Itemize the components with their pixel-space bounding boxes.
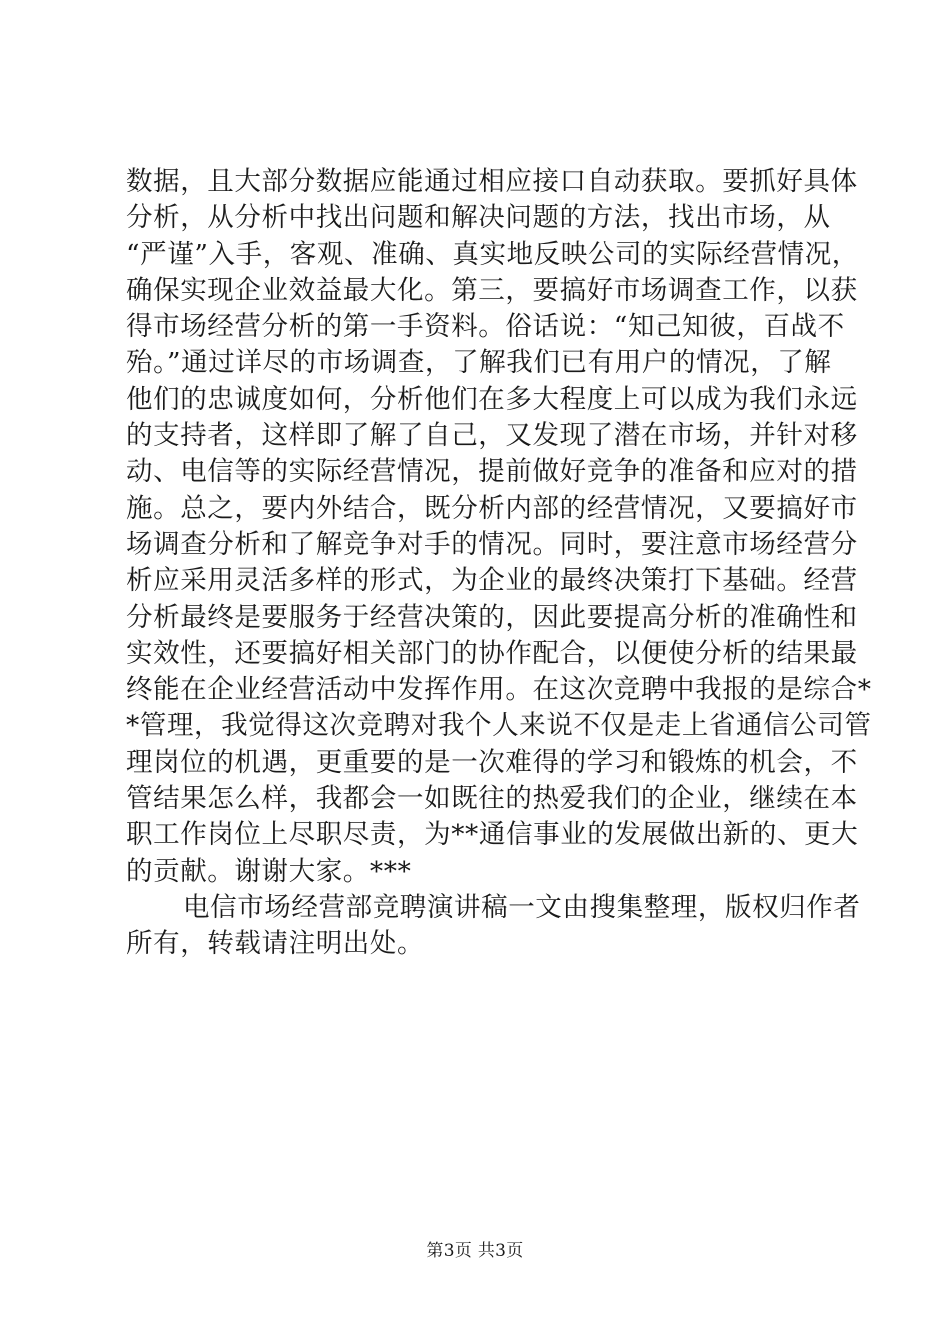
text-line: 析应采用灵活多样的形式，为企业的最终决策打下基础。经营 [126, 565, 858, 597]
body-text [126, 164, 872, 963]
text-line: 职工作岗位上尽职尽责，为**通信事业的发展做出新的、更大 [126, 819, 859, 851]
text-line: 的支持者，这样即了解了自己，又发现了潜在市场，并针对移 [126, 420, 858, 452]
copyright-note-line: 所有，转载请注明出处。 [126, 928, 425, 960]
text-line: 确保实现企业效益最大化。第三，要搞好市场调查工作，以获 [126, 274, 858, 306]
page-number-footer: 第3页 共3页 [426, 1241, 524, 1261]
text-line: 殆。”通过详尽的市场调查，了解我们已有用户的情况，了解 [126, 347, 832, 379]
text-line: 场调查分析和了解竞争对手的情况。同时，要注意市场经营分 [126, 528, 858, 560]
text-line: 数据，且大部分数据应能通过相应接口自动获取。要抓好具体 [126, 166, 858, 197]
text-line: 动、电信等的实际经营情况，提前做好竞争的准备和应对的措 [126, 456, 858, 488]
text-line: 施。总之，要内外结合，既分析内部的经营情况，又要搞好市 [126, 492, 858, 524]
text-line: 分析，从分析中找出问题和解决问题的方法，找出市场，从 [126, 202, 831, 234]
text-line: 实效性，还要搞好相关部门的协作配合，以便使分析的结果最 [126, 637, 858, 669]
text-line: 的贡献。谢谢大家。*** [126, 855, 412, 887]
copyright-note-line: 电信市场经营部竞聘演讲稿一文由搜集整理，版权归作者 [183, 891, 861, 923]
text-line: *管理，我觉得这次竞聘对我个人来说不仅是走上省通信公司管 [126, 710, 872, 742]
text-line: 分析最终是要服务于经营决策的，因此要提高分析的准确性和 [126, 601, 858, 633]
text-line: 管结果怎么样，我都会一如既往的热爱我们的企业，继续在本 [126, 783, 858, 815]
text-line: “严谨”入手，客观、准确、真实地反映公司的实际经营情况， [126, 238, 859, 270]
text-line: 得市场经营分析的第一手资料。俗话说：“知己知彼，百战不 [126, 311, 845, 343]
text-line: 终能在企业经营活动中发挥作用。在这次竞聘中我报的是综合* [126, 674, 872, 706]
text-line: 他们的忠诚度如何，分析他们在多大程度上可以成为我们永远 [126, 383, 858, 415]
text-line: 理岗位的机遇，更重要的是一次难得的学习和锻炼的机会，不 [126, 746, 858, 778]
